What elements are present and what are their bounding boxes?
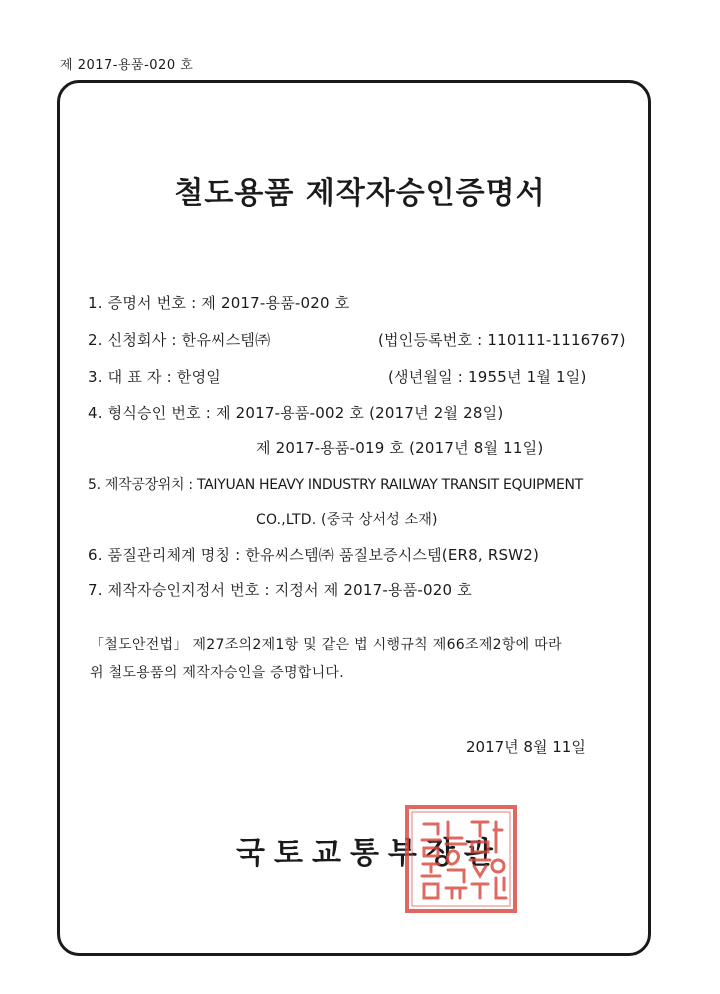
item-1-certificate-number: 1. 증명서 번호 : 제 2017-용품-020 호: [88, 294, 350, 312]
basis-paragraph-line-2: 위 철도용품의 제작자승인을 증명합니다.: [90, 665, 345, 681]
item-5-factory-location: 5. 제작공장위치 : TAIYUAN HEAVY INDUSTRY RAILWAY TRANSIT EQUIPMENT: [88, 477, 583, 493]
item-7-designation-number: 7. 제작자승인지정서 번호 : 지정서 제 2017-용품-020 호: [88, 581, 472, 599]
item-3-representative: 3. 대 표 자 : 한영일: [88, 368, 221, 386]
item-4-type-approval-number: 4. 형식승인 번호 : 제 2017-용품-002 호 (2017년 2월 28일): [88, 404, 504, 422]
item-3-birthdate: (생년월일 : 1955년 1월 1일): [388, 368, 587, 386]
item-5-factory-location-cont: CO.,LTD. (중국 상서성 소재): [256, 512, 438, 528]
basis-paragraph-line-1: 「철도안전법」 제27조의2제1항 및 같은 법 시행규칙 제66조제2항에 따라: [90, 637, 562, 653]
official-seal-stamp: [404, 804, 518, 914]
item-2-applicant: 2. 신청회사 : 한유씨스템㈜: [88, 331, 271, 349]
item-2-registration-number: (법인등록번호 : 110111-1116767): [378, 331, 626, 349]
issuer-name: 국토교통부장관: [236, 836, 502, 871]
issue-date: 2017년 8월 11일: [466, 738, 586, 756]
item-6-quality-system: 6. 품질관리체계 명칭 : 한유씨스템㈜ 품질보증시스템(ER8, RSW2): [88, 546, 540, 564]
document-title: 철도용품 제작자승인증명서: [174, 176, 546, 211]
item-4-type-approval-number-2: 제 2017-용품-019 호 (2017년 8월 11일): [256, 439, 544, 457]
certificate-number-header: 제 2017-용품-020 호: [60, 58, 194, 73]
